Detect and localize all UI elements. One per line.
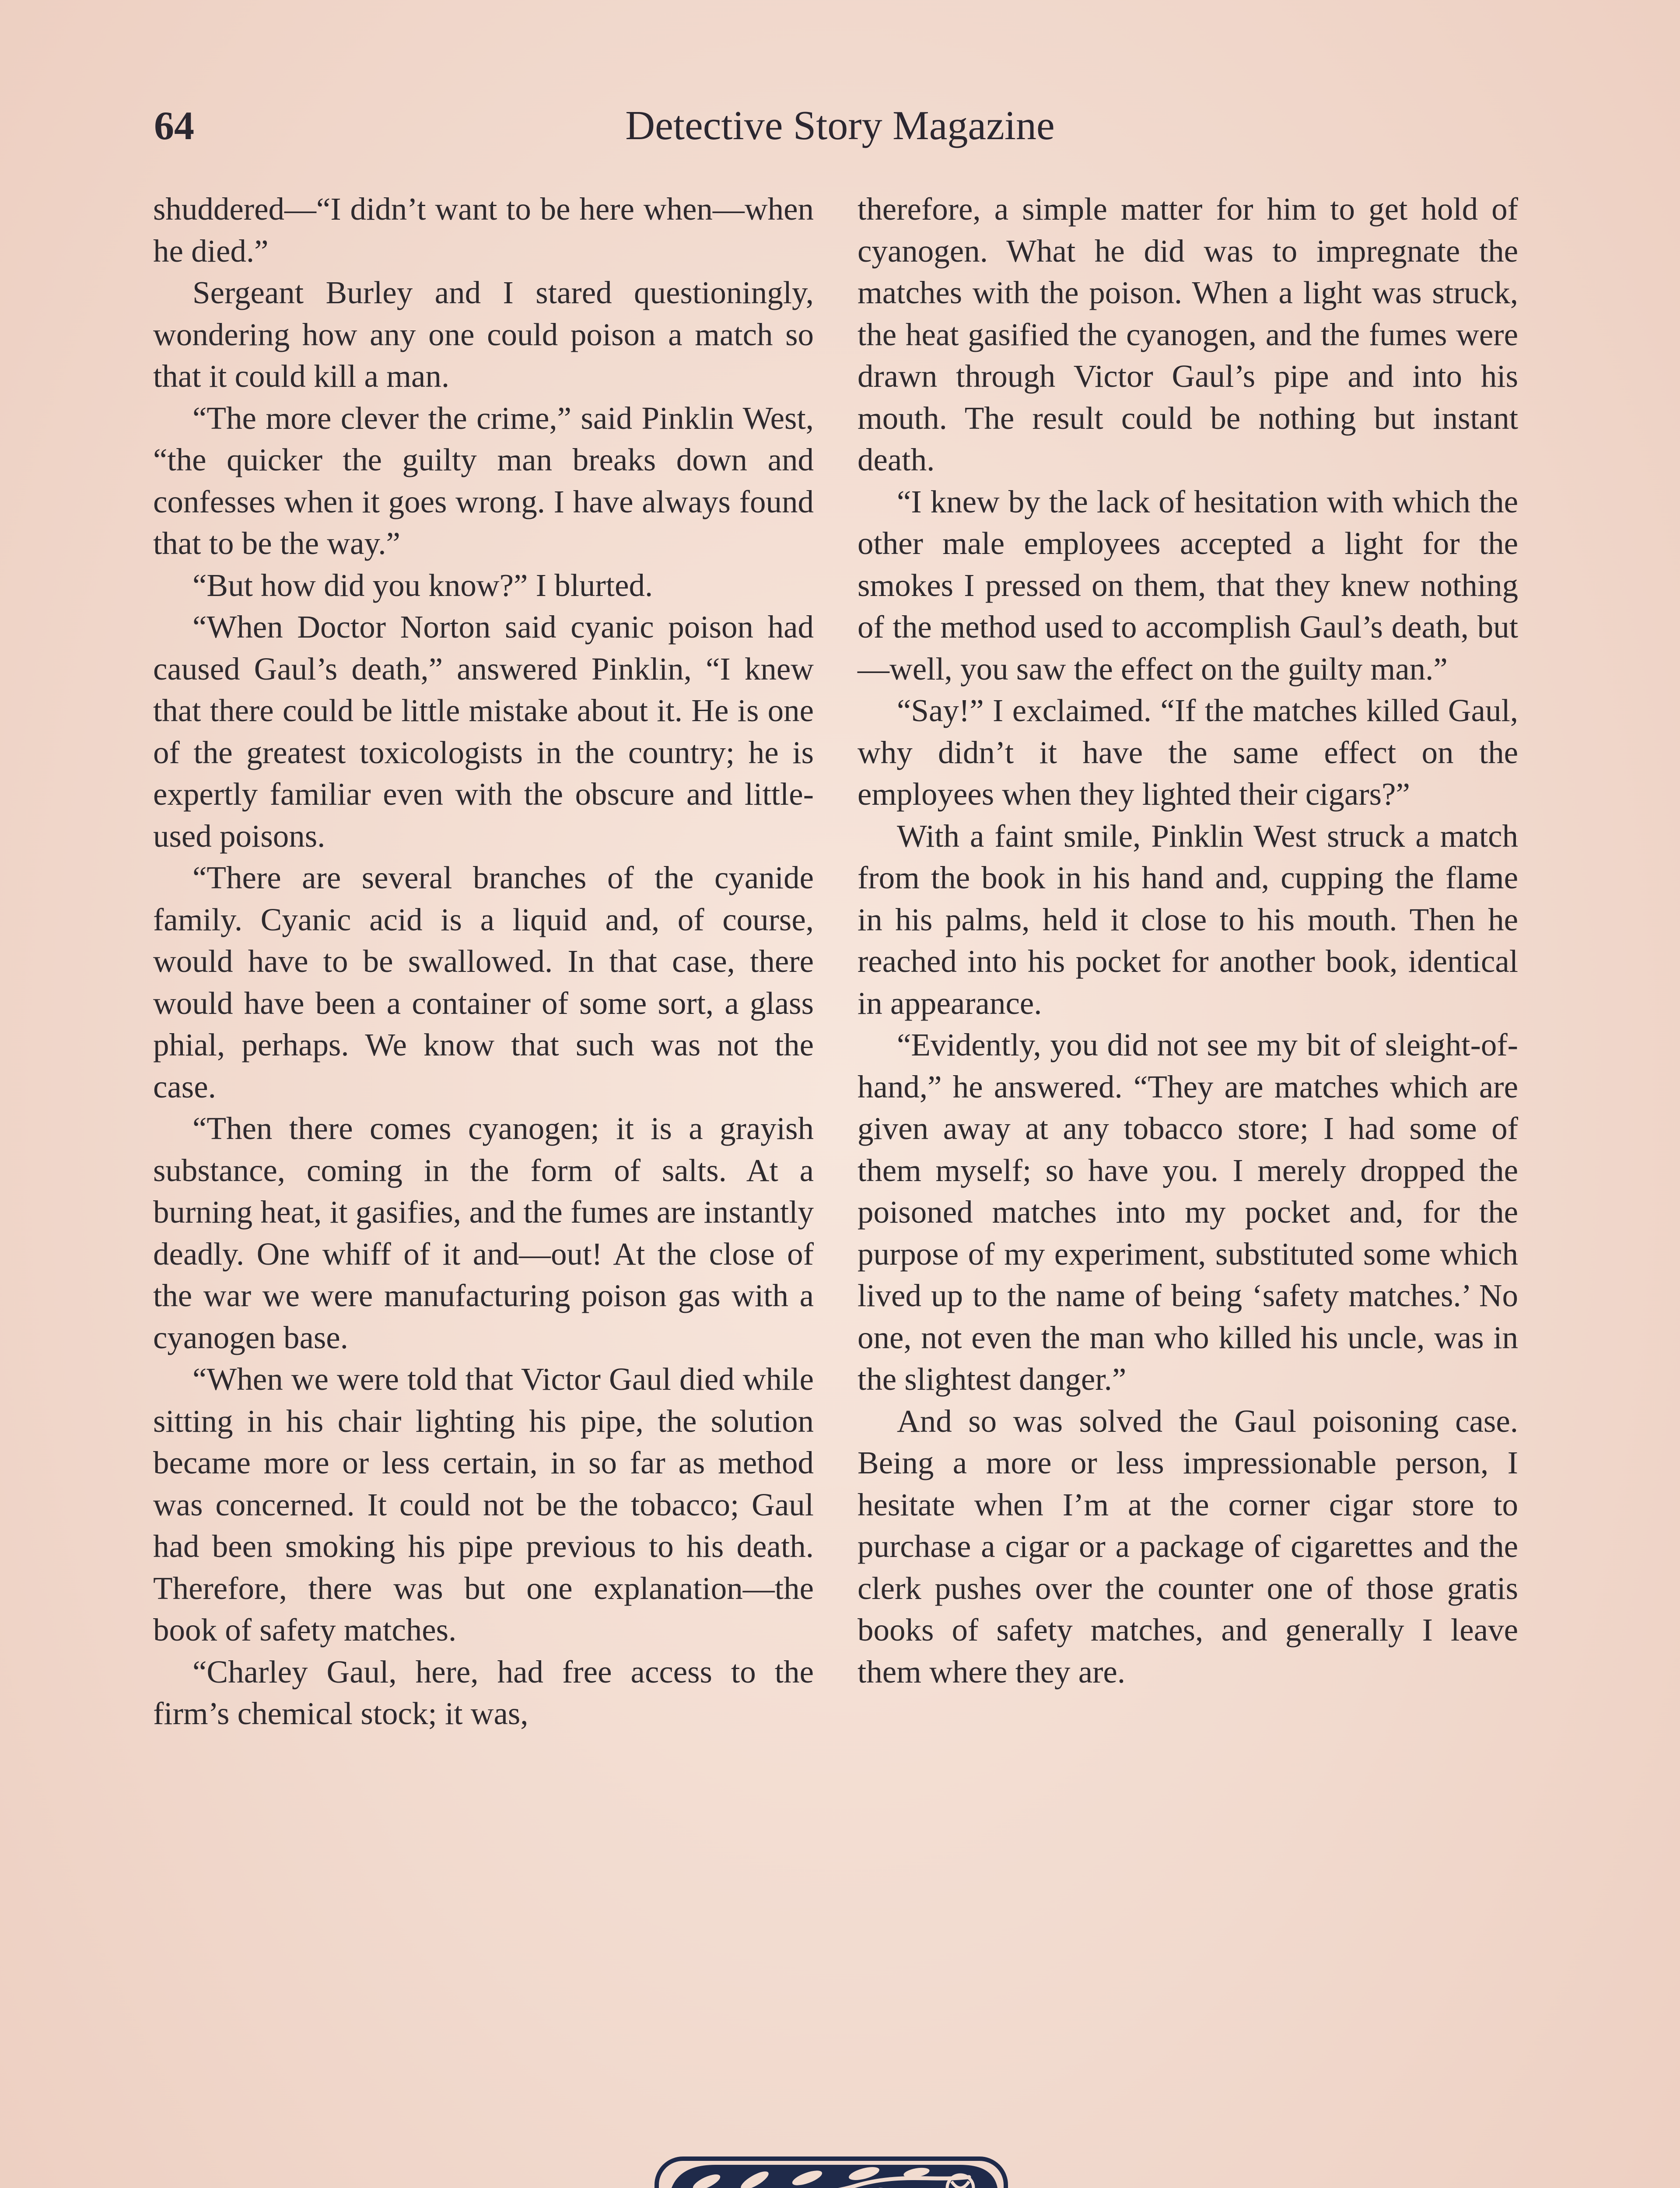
paragraph: “Charley Gaul, here, had free access to the firm’s chemical stock; it was, xyxy=(153,1654,814,1731)
paragraph: “The more clever the crime,” said Pinklin West, “the quicker the guilty man breaks down and confesses when it goes wrong. I have always found that to be the way.” xyxy=(153,400,814,561)
paragraph: “I knew by the lack of hesitation with which the other male employees accepted a light for the smokes I pressed on them, that they knew nothing of the method used to accomplish Gaul’s death, but—well, you saw the effect on the guilty man.” xyxy=(858,484,1518,687)
running-title: Detective Story Magazine xyxy=(625,103,1055,148)
paragraph: “But how did you know?” I blurted. xyxy=(192,567,653,603)
paragraph: And so was solved the Gaul poisoning case. Being a more or less impressionable person, I hesitate when I’m at the corner cigar store to purchase a cigar or a package of cigarettes and the clerk pushes over the counter one of those gratis books of safety matches, and generally I leave them where they are. xyxy=(858,1403,1518,1690)
paragraph: “Say!” I exclaimed. “If the matches killed Gaul, why didn’t it have the same effect on the employees when they lighted their cigars?” xyxy=(858,693,1518,812)
page-number: 64 xyxy=(154,103,194,148)
paragraph: With a faint smile, Pinklin West struck a match from the book in his hand and, cupping the flame in his palms, held it close to his mouth. Then he reached into his pocket for another book, identical in appearance. xyxy=(858,818,1518,1021)
floral-vine-ornament-icon xyxy=(654,2155,1008,2188)
paragraph: “Then there comes cyanogen; it is a grayish substance, coming in the form of salts. At a burning heat, it gasifies, and the fumes are instantly deadly. One whiff of it and—out! At the close of the war we were manufacturing poison gas with a cyanogen base. xyxy=(153,1111,814,1355)
paragraph: “There are several branches of the cyanide family. Cyanic acid is a liquid and, of course, would have to be swallowed. In that case, there would have been a container of some sort, a glass phial, perhaps. We know that such was not the case. xyxy=(153,860,814,1105)
paragraph: “Evidently, you did not see my bit of sleight-of-hand,” he answered. “They are matches which are given away at any tobacco store; I had some of them myself; so have you. I merely dropped the poisoned matches into my pocket and, for the purpose of my experiment, substituted some which lived up to the name of being ‘safety matches.’ No one, not even the man who killed his uncle, was in the slightest danger.” xyxy=(858,1027,1518,1397)
paragraph: “When Doctor Norton said cyanic poison had caused Gaul’s death,” answered Pinklin, “I knew that there could be little mistake about it. He is one of the greatest toxicologists in the country; he is expertly familiar even with the obscure and little-used poisons. xyxy=(153,609,814,854)
paragraph: “When we were told that Victor Gaul died while sitting in his chair lighting his pipe, the solution became more or less certain, in so far as method was concerned. It could not be the tobacco; Gaul had been smoking his pipe previous to his death. Therefore, there was but one explanation—the book of safety matches. xyxy=(153,1361,814,1648)
left-column xyxy=(153,188,814,1735)
paragraph: Sergeant Burley and I stared questioningly, wondering how any one could poison a match so that it could kill a man. xyxy=(153,275,814,394)
paragraph: shuddered—“I didn’t want to be here when—when he died.” xyxy=(153,191,814,269)
right-column xyxy=(858,188,1518,1693)
paragraph: therefore, a simple matter for him to get hold of cyanogen. What he did was to impregnate the matches with the poison. When a light was struck, the heat gasified the cyanogen, and the fumes were drawn through Victor Gaul’s pipe and into his mouth. The result could be nothing but instant death. xyxy=(858,191,1518,477)
